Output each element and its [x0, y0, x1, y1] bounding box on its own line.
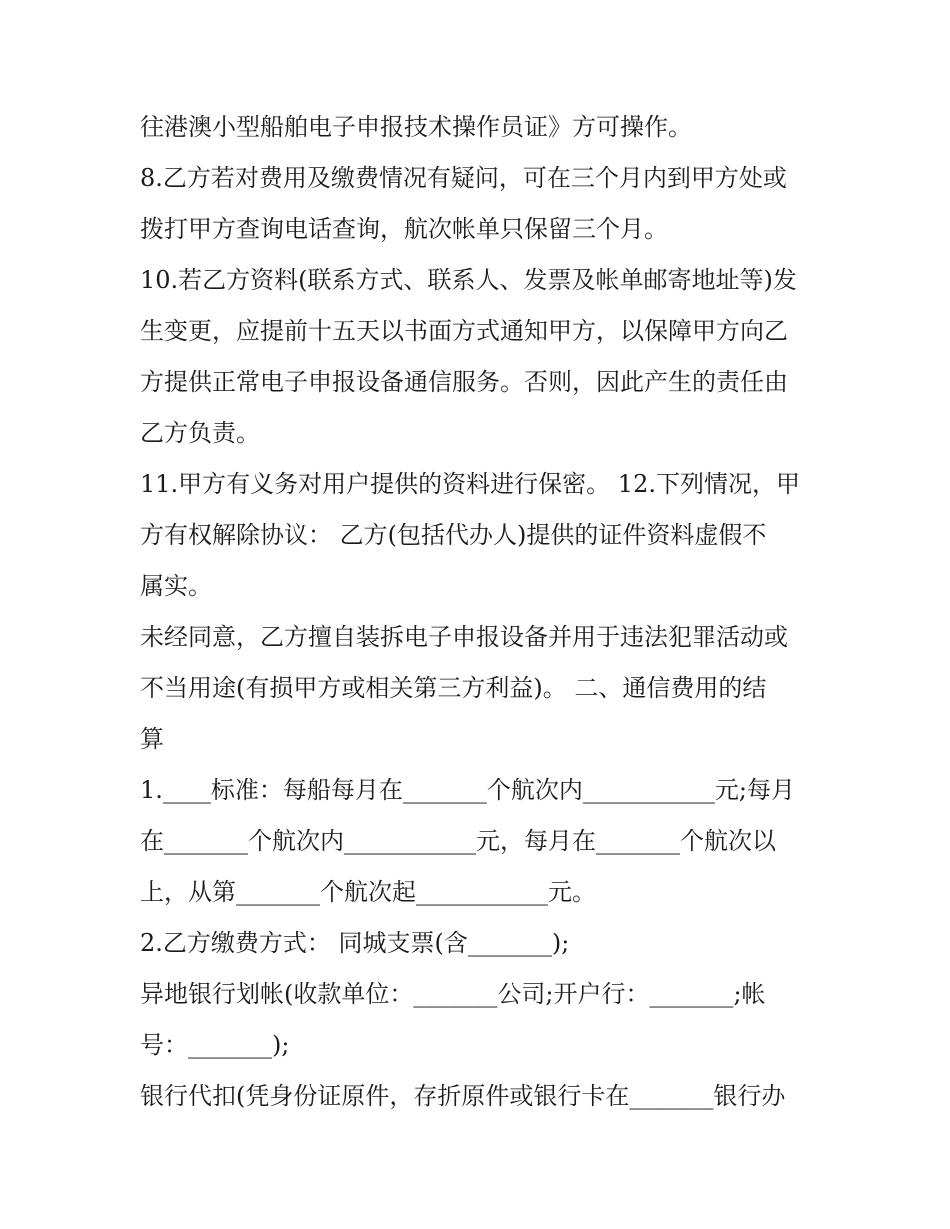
- text-line: 方有权解除协议： 乙方(包括代办人)提供的证件资料虚假不: [140, 521, 767, 549]
- text-line: 8.乙方若对费用及缴费情况有疑问，可在三个月内到甲方处或: [140, 164, 787, 192]
- text-line: 号：_______);: [140, 1031, 290, 1059]
- text-line: 乙方负责。: [140, 419, 260, 447]
- text-line: 1.____标准：每船每月在_______个航次内___________元;每月: [140, 776, 795, 804]
- text-line: 生变更，应提前十五天以书面方式通知甲方，以保障甲方向乙: [140, 317, 788, 345]
- text-line: 11.甲方有义务对用户提供的资料进行保密。 12.下列情况，甲: [140, 470, 800, 498]
- document-body: [140, 102, 820, 1122]
- text-line: 2.乙方缴费方式： 同城支票(含_______);: [140, 929, 570, 957]
- text-line: 方提供正常电子申报设备通信服务。否则，因此产生的责任由: [140, 368, 788, 396]
- text-line: 属实。: [140, 572, 212, 600]
- text-line: 不当用途(有损甲方或相关第三方利益)。 二、通信费用的结: [140, 674, 767, 702]
- text-line: 银行代扣(凭身份证原件，存折原件或银行卡在_______银行办: [140, 1082, 786, 1110]
- text-line: 拨打甲方查询电话查询，航次帐单只保留三个月。: [140, 215, 668, 243]
- text-line: 算: [140, 725, 164, 753]
- text-line: 异地银行划帐(收款单位：_______公司;开户行：_______;帐: [140, 980, 766, 1008]
- text-line: 往港澳小型船舶电子申报技术操作员证》方可操作。: [140, 113, 692, 141]
- text-line: 上，从第_______个航次起___________元。: [140, 878, 596, 906]
- text-line: 在_______个航次内___________元，每月在_______个航次以: [140, 827, 776, 855]
- text-line: 10.若乙方资料(联系方式、联系人、发票及帐单邮寄地址等)发: [140, 266, 797, 294]
- text-line: 未经同意，乙方擅自装拆电子申报设备并用于违法犯罪活动或: [140, 623, 788, 651]
